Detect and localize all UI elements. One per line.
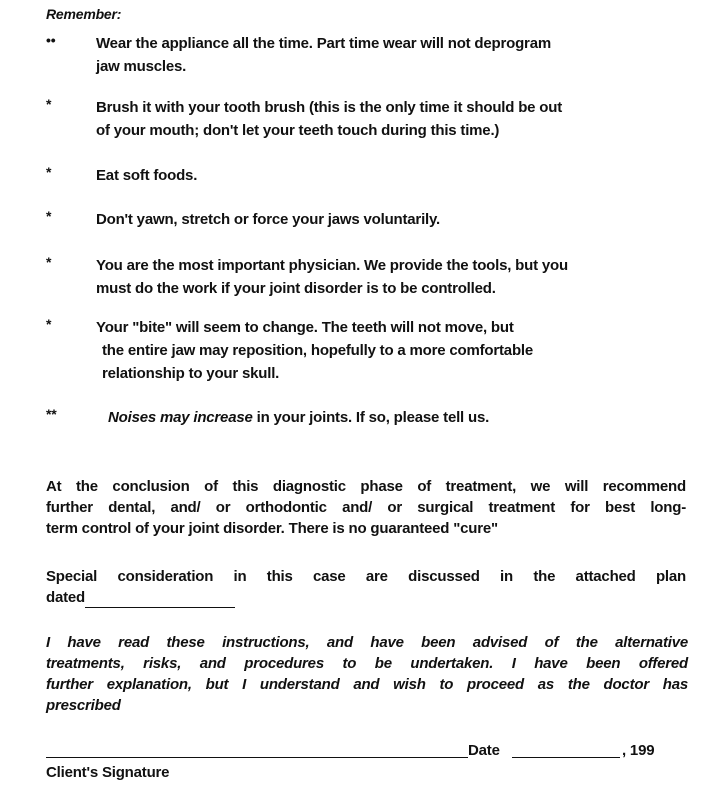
- instruction-line: Your "bite" will seem to change. The teeth will not move, but: [96, 319, 514, 336]
- instruction-text: [96, 316, 686, 385]
- date-label: Date: [468, 742, 500, 759]
- signature-field[interactable]: [46, 757, 468, 758]
- bullet-marker: *: [46, 164, 52, 180]
- instruction-text: [96, 164, 686, 187]
- instruction-text: [108, 406, 698, 429]
- bullet-marker: **: [46, 406, 57, 422]
- paragraph-line: term control of your joint disorder. There is no guaranteed "cure": [46, 520, 498, 537]
- instruction-line: Eat soft foods.: [96, 167, 198, 184]
- instruction-line: jaw muscles.: [96, 58, 187, 75]
- instruction-text: [96, 32, 686, 78]
- instruction-line: the entire jaw may reposition, hopefully to a more comfortable: [102, 342, 534, 359]
- remember-heading: Remember:: [46, 6, 122, 22]
- date-field[interactable]: [512, 757, 620, 758]
- paragraph-line: further dental, and/ or orthodontic and/ or surgical treatment for best long-: [46, 499, 686, 516]
- paragraph-line: Special consideration in this case are discussed in the attached plan: [46, 568, 686, 585]
- noises-emphasis: Noises may increase: [108, 409, 253, 426]
- instruction-line: Brush it with your tooth brush (this is the only time it should be out: [96, 99, 562, 116]
- instruction-text: [96, 96, 686, 142]
- instruction-text: [96, 254, 686, 300]
- bullet-marker: *: [46, 316, 52, 332]
- paragraph-line: further explanation, but I understand and wish to proceed as the doctor has: [46, 676, 688, 693]
- paragraph-line: treatments, risks, and procedures to be undertaken. I have been offered: [46, 655, 688, 672]
- instruction-line: of your mouth; don't let your teeth touch during this time.): [96, 122, 500, 139]
- paragraph-line: I have read these instructions, and have been advised of the alternative: [46, 634, 688, 651]
- dated-line: [46, 587, 686, 608]
- acknowledgment-paragraph: [46, 632, 688, 716]
- paragraph-line: prescribed: [46, 697, 121, 714]
- instruction-line: relationship to your skull.: [102, 365, 280, 382]
- bullet-marker: *: [46, 254, 52, 270]
- signature-row: [46, 742, 686, 762]
- dated-blank-field[interactable]: [85, 593, 235, 608]
- instruction-line: You are the most important physician. We provide the tools, but you: [96, 257, 568, 274]
- noises-rest: in your joints. If so, please tell us.: [252, 409, 490, 426]
- signature-label: Client's Signature: [46, 764, 170, 781]
- instruction-text: [96, 208, 686, 231]
- dated-label: dated: [46, 589, 86, 606]
- bullet-marker: *: [46, 208, 52, 224]
- instruction-line: [108, 406, 698, 429]
- instruction-line: Don't yawn, stretch or force your jaws voluntarily.: [96, 211, 440, 228]
- instruction-line: must do the work if your joint disorder is to be controlled.: [96, 280, 496, 297]
- paragraph-line: At the conclusion of this diagnostic phase of treatment, we will recommend: [46, 478, 686, 495]
- conclusion-paragraph: [46, 476, 686, 539]
- special-consideration-paragraph: [46, 566, 686, 608]
- bullet-marker: *: [46, 96, 52, 112]
- year-prefix: , 199: [622, 742, 655, 759]
- bullet-marker: ••: [46, 32, 56, 48]
- instruction-line: Wear the appliance all the time. Part time wear will not deprogram: [96, 35, 551, 52]
